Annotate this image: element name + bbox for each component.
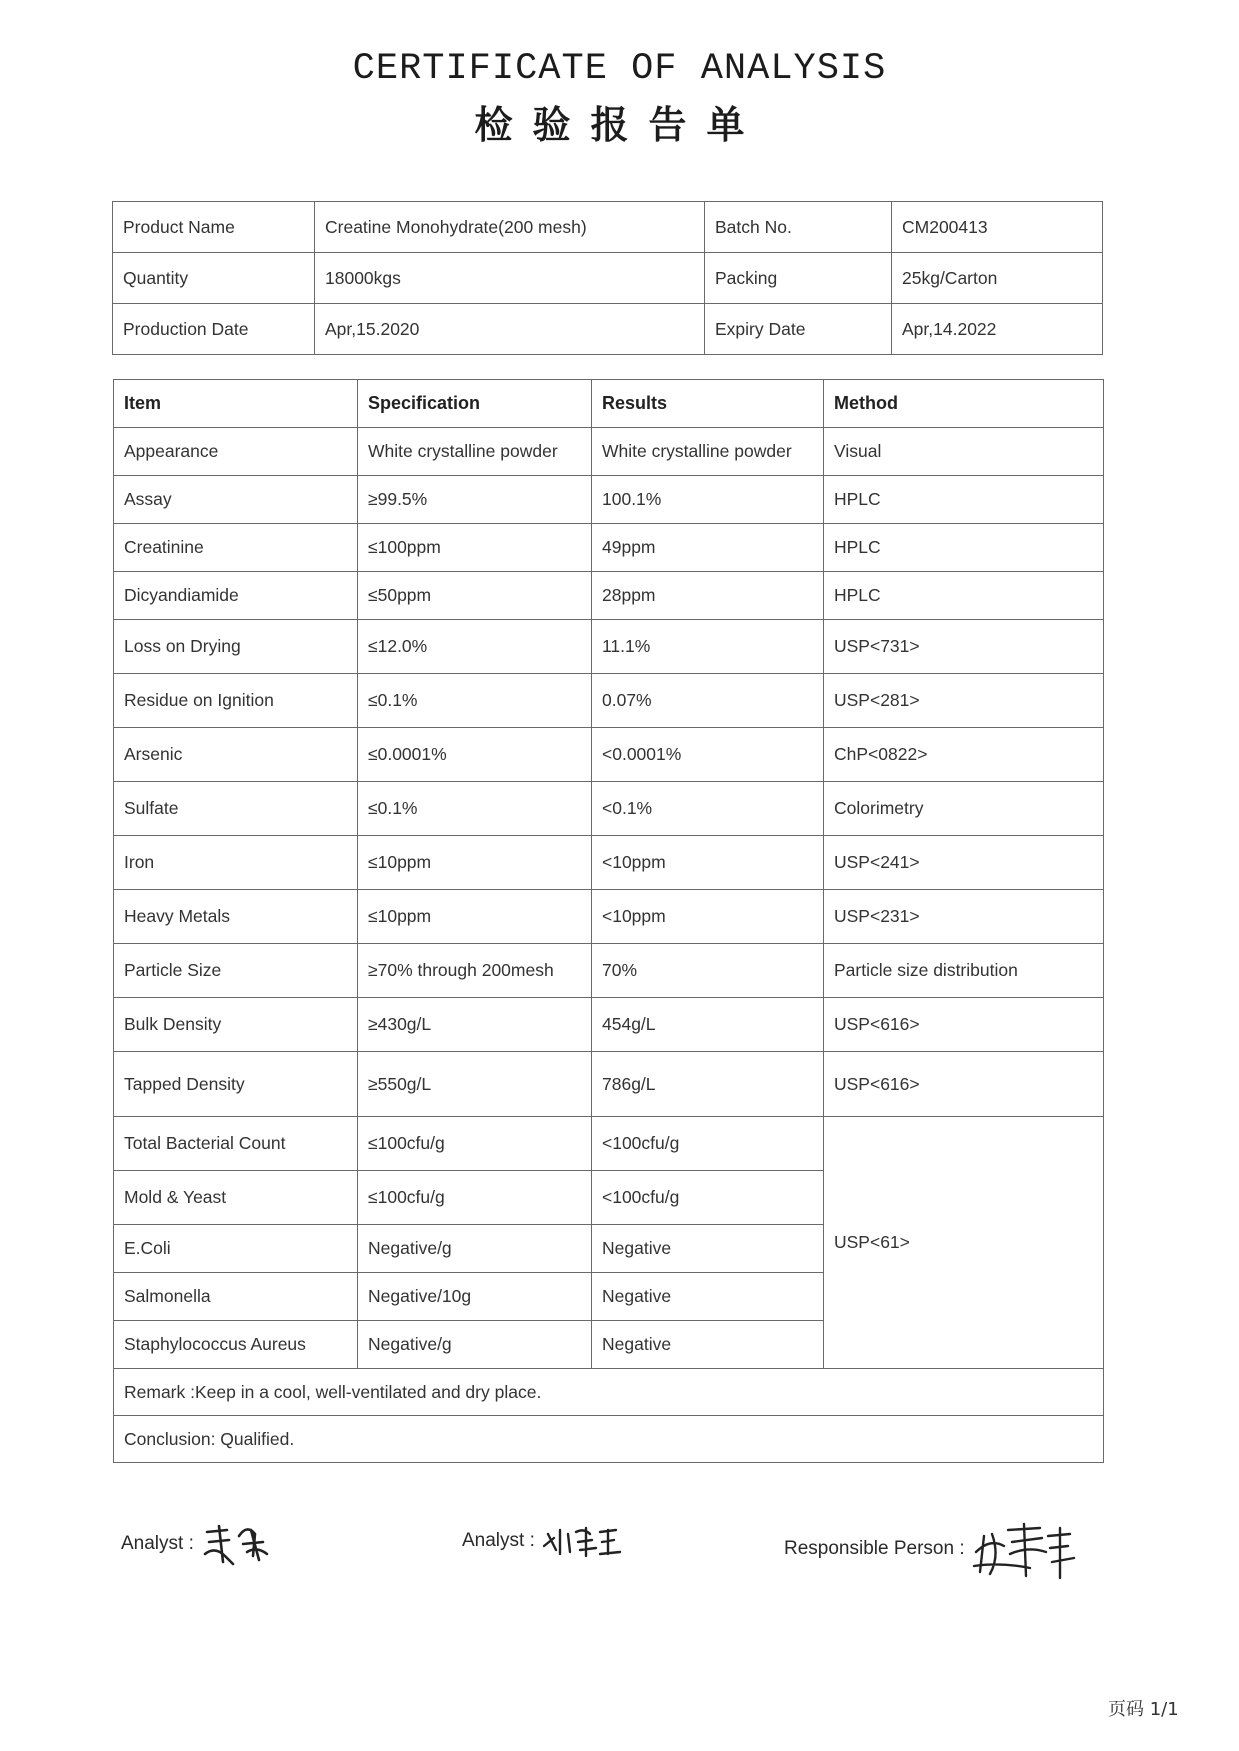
row-item: Creatinine [114,524,358,572]
row-method: USP<731> [824,620,1104,674]
row-method: USP<281> [824,674,1104,728]
header-specification: Specification [358,380,592,428]
row-method: Particle size distribution [824,944,1104,998]
row-item: Staphylococcus Aureus [114,1321,358,1369]
row-result: Negative [592,1273,824,1321]
row-item: Sulfate [114,782,358,836]
row-result: 454g/L [592,998,824,1052]
info-row-product [113,202,1103,253]
conclusion-text: Conclusion: Qualified. [114,1416,1104,1463]
row-spec: ≤50ppm [358,572,592,620]
table-row [114,524,1104,572]
table-row [114,1117,1104,1171]
expiry-date-label: Expiry Date [705,304,892,355]
row-spec: Negative/g [358,1225,592,1273]
header-item: Item [114,380,358,428]
batch-value: CM200413 [892,202,1103,253]
row-result: Negative [592,1321,824,1369]
row-result: 100.1% [592,476,824,524]
row-item: Particle Size [114,944,358,998]
analyst-2-signature-block [462,1516,630,1566]
row-method: HPLC [824,572,1104,620]
row-result: <10ppm [592,890,824,944]
row-spec: Negative/10g [358,1273,592,1321]
row-item: Loss on Drying [114,620,358,674]
production-date-value: Apr,15.2020 [315,304,705,355]
production-date-label: Production Date [113,304,315,355]
table-row [114,428,1104,476]
row-item: Total Bacterial Count [114,1117,358,1171]
table-row [114,728,1104,782]
info-row-quantity [113,253,1103,304]
responsible-person-label: Responsible Person : [784,1538,965,1559]
remark-text: Remark :Keep in a cool, well-ventilated and dry place. [114,1369,1104,1416]
row-item: Residue on Ignition [114,674,358,728]
row-result: 49ppm [592,524,824,572]
row-result: Negative [592,1225,824,1273]
expiry-date-value: Apr,14.2022 [892,304,1103,355]
responsible-person-handwritten-signature [970,1516,1080,1582]
row-method: USP<231> [824,890,1104,944]
analysis-header-row [114,380,1104,428]
responsible-person-signature-block [784,1516,1080,1582]
micro-method: USP<61> [824,1117,1104,1369]
packing-label: Packing [705,253,892,304]
analysis-table [113,379,1104,1463]
row-item: Iron [114,836,358,890]
signature-area [0,1516,1239,1576]
row-item: Salmonella [114,1273,358,1321]
row-method: HPLC [824,524,1104,572]
product-name-value: Creatine Monohydrate(200 mesh) [315,202,705,253]
row-result: 11.1% [592,620,824,674]
row-method: Visual [824,428,1104,476]
row-result: 70% [592,944,824,998]
product-info-table [112,201,1103,355]
table-row [114,944,1104,998]
row-spec: ≤0.1% [358,782,592,836]
row-result: 786g/L [592,1052,824,1117]
row-method: USP<616> [824,998,1104,1052]
table-row [114,572,1104,620]
table-row [114,998,1104,1052]
row-spec: ≤100cfu/g [358,1117,592,1171]
row-method: USP<241> [824,836,1104,890]
analyst-1-signature-block [121,1516,279,1572]
row-item: Heavy Metals [114,890,358,944]
table-row [114,836,1104,890]
conclusion-row [114,1416,1104,1463]
table-row [114,782,1104,836]
table-row [114,1052,1104,1117]
row-result: 28ppm [592,572,824,620]
row-result: <10ppm [592,836,824,890]
row-result: <100cfu/g [592,1117,824,1171]
row-item: Mold & Yeast [114,1171,358,1225]
row-spec: White crystalline powder [358,428,592,476]
row-result: <0.0001% [592,728,824,782]
row-spec: ≥70% through 200mesh [358,944,592,998]
row-spec: ≥550g/L [358,1052,592,1117]
row-item: Dicyandiamide [114,572,358,620]
table-row [114,890,1104,944]
row-result: 0.07% [592,674,824,728]
row-item: Appearance [114,428,358,476]
row-spec: ≤10ppm [358,836,592,890]
page-number: 页码 1/1 [1108,1699,1179,1720]
packing-value: 25kg/Carton [892,253,1103,304]
row-result: White crystalline powder [592,428,824,476]
info-row-dates [113,304,1103,355]
row-result: <100cfu/g [592,1171,824,1225]
row-spec: Negative/g [358,1321,592,1369]
row-spec: ≤12.0% [358,620,592,674]
row-item: Bulk Density [114,998,358,1052]
row-spec: ≥430g/L [358,998,592,1052]
row-item: E.Coli [114,1225,358,1273]
header-method: Method [824,380,1104,428]
table-row [114,674,1104,728]
row-spec: ≤100cfu/g [358,1171,592,1225]
row-method: HPLC [824,476,1104,524]
row-method: Colorimetry [824,782,1104,836]
product-name-label: Product Name [113,202,315,253]
batch-label: Batch No. [705,202,892,253]
analyst-1-handwritten-signature [199,1516,279,1572]
header-results: Results [592,380,824,428]
row-spec: ≤0.0001% [358,728,592,782]
analyst-2-handwritten-signature [540,1516,630,1566]
quantity-label: Quantity [113,253,315,304]
row-item: Tapped Density [114,1052,358,1117]
table-row [114,476,1104,524]
row-spec: ≤10ppm [358,890,592,944]
quantity-value: 18000kgs [315,253,705,304]
analyst-1-label: Analyst : [121,1533,194,1554]
row-spec: ≥99.5% [358,476,592,524]
row-spec: ≤100ppm [358,524,592,572]
row-result: <0.1% [592,782,824,836]
row-item: Assay [114,476,358,524]
table-row [114,620,1104,674]
row-method: USP<616> [824,1052,1104,1117]
document-title-en: CERTIFICATE OF ANALYSIS [352,48,887,90]
document-title-zh: 检验报告单 [474,102,765,147]
analyst-2-label: Analyst : [462,1530,535,1551]
row-item: Arsenic [114,728,358,782]
row-method: ChP<0822> [824,728,1104,782]
row-spec: ≤0.1% [358,674,592,728]
remark-row [114,1369,1104,1416]
